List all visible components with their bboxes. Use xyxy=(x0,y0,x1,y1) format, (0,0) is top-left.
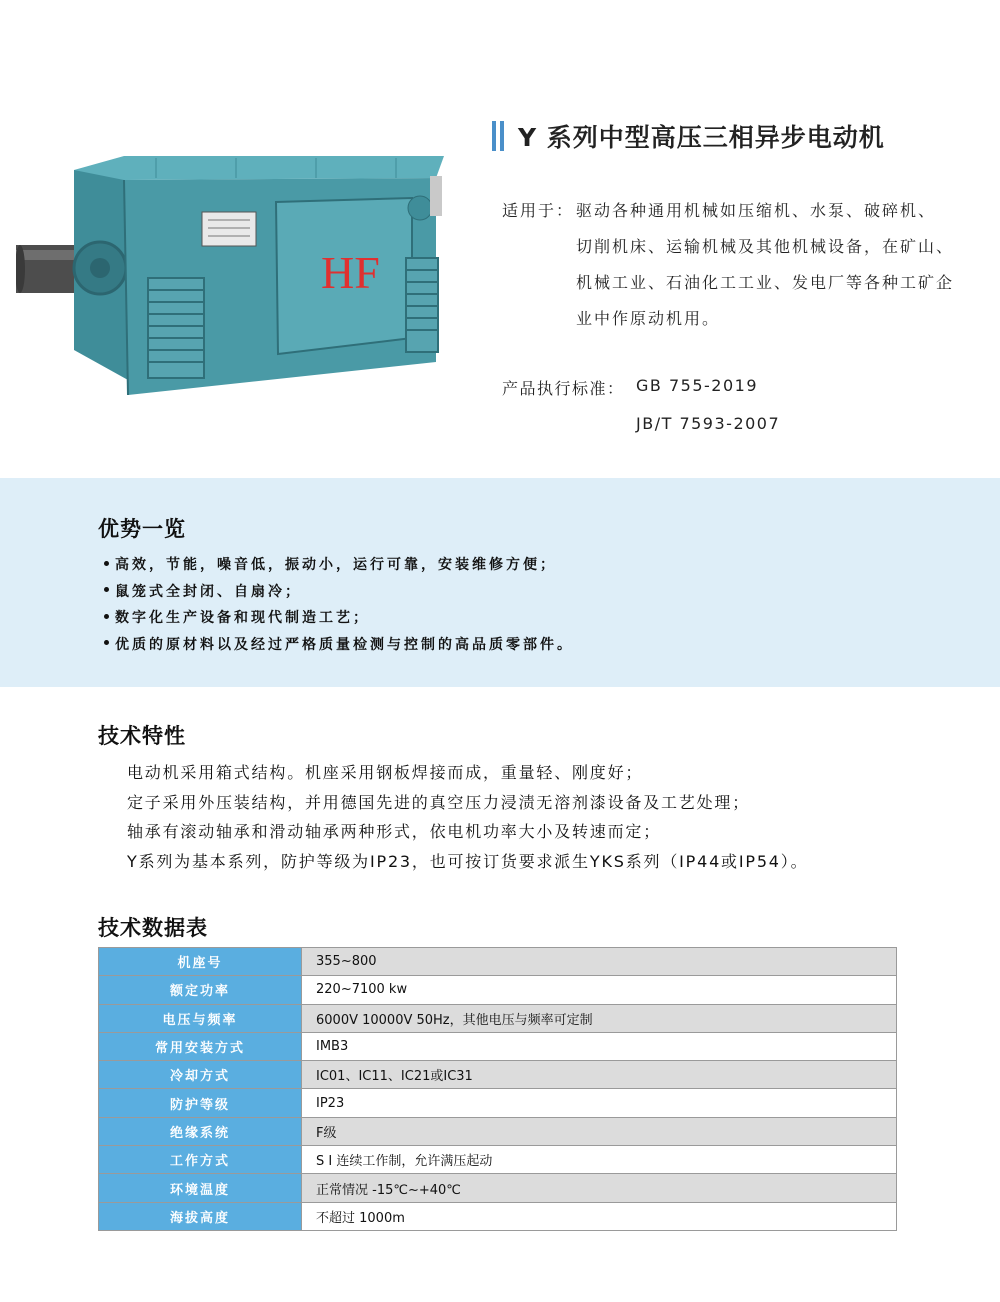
spec-value: IMB3 xyxy=(302,1032,897,1060)
usage-line: 机械工业、石油化工工业、发电厂等各种工矿企 xyxy=(576,273,955,292)
tech-features-list xyxy=(127,758,808,876)
spec-key: 机座号 xyxy=(99,948,302,976)
tech-features-heading: 技术特性 xyxy=(98,724,186,748)
spec-value: F级 xyxy=(302,1117,897,1145)
spec-key: 防护等级 xyxy=(99,1089,302,1117)
spec-value: 220~7100 kw xyxy=(302,976,897,1004)
table-row xyxy=(99,948,897,976)
table-row xyxy=(99,1202,897,1230)
advantages-section xyxy=(0,478,1000,687)
product-title-block xyxy=(492,118,885,154)
product-title: Y 系列中型高压三相异步电动机 xyxy=(518,123,885,152)
spec-key: 常用安装方式 xyxy=(99,1032,302,1060)
advantages-heading: 优势一览 xyxy=(98,517,186,541)
standard-label: 产品执行标准： xyxy=(502,379,625,398)
spec-key: 海拔高度 xyxy=(99,1202,302,1230)
standard-value: GB 755-2019 xyxy=(636,376,758,395)
usage-label: 适用于： xyxy=(502,201,575,220)
table-row xyxy=(99,1146,897,1174)
tech-feature-line: 定子采用外压装结构，并用德国先进的真空压力浸渍无溶剂漆设备及工艺处理； xyxy=(127,792,751,812)
spec-value: 6000V 10000V 50Hz，其他电压与频率可定制 xyxy=(302,1004,897,1032)
title-accent-bar xyxy=(500,121,504,151)
title-accent-bar xyxy=(492,121,496,151)
spec-value: S Ⅰ 连续工作制，允许满压起动 xyxy=(302,1146,897,1174)
list-item xyxy=(104,632,574,659)
bullet-icon xyxy=(104,614,109,619)
usage-line: 业中作原动机用。 xyxy=(576,309,721,328)
data-table-heading: 技术数据表 xyxy=(98,916,208,940)
list-item xyxy=(104,605,574,632)
usage-line: 切削机床、运输机械及其他机械设备，在矿山、 xyxy=(576,237,955,256)
spec-value: 355~800 xyxy=(302,948,897,976)
bullet-icon xyxy=(104,561,109,566)
usage-text xyxy=(576,193,954,337)
table-row xyxy=(99,1032,897,1060)
tech-feature-line: 轴承有滚动轴承和滑动轴承两种形式，依电机功率大小及转速而定； xyxy=(127,822,662,841)
standard-value: JB/T 7593-2007 xyxy=(636,414,781,433)
spec-key: 额定功率 xyxy=(99,976,302,1004)
spec-value: IP23 xyxy=(302,1089,897,1117)
spec-key: 冷却方式 xyxy=(99,1061,302,1089)
spec-key: 电压与频率 xyxy=(99,1004,302,1032)
spec-key: 绝缘系统 xyxy=(99,1117,302,1145)
table-row xyxy=(99,976,897,1004)
table-row xyxy=(99,1117,897,1145)
svg-text:HF: HF xyxy=(321,247,380,298)
spec-key: 环境温度 xyxy=(99,1174,302,1202)
advantage-text: 优质的原材料以及经过严格质量检测与控制的高品质零部件。 xyxy=(115,636,574,653)
motor-product-image xyxy=(16,150,446,410)
table-row xyxy=(99,1061,897,1089)
advantage-text: 数字化生产设备和现代制造工艺； xyxy=(115,610,370,626)
list-item xyxy=(104,579,574,606)
spec-key: 工作方式 xyxy=(99,1146,302,1174)
tech-feature-line: 电动机采用箱式结构。机座采用钢板焊接而成，重量轻、刚度好； xyxy=(127,763,644,782)
table-row xyxy=(99,1174,897,1202)
spec-table xyxy=(98,947,897,1231)
advantage-text: 高效，节能，噪音低，振动小，运行可靠，安装维修方便； xyxy=(115,557,557,573)
list-item xyxy=(104,552,574,579)
spec-value: 正常情况 -15℃~+40℃ xyxy=(302,1174,897,1202)
bullet-icon xyxy=(104,640,109,645)
usage-block xyxy=(502,193,954,337)
tech-feature-line: Y系列为基本系列，防护等级为IP23，也可按订货要求派生YKS系列（IP44或IP54）。 xyxy=(127,851,809,871)
table-row xyxy=(99,1089,897,1117)
advantages-list xyxy=(104,552,574,658)
advantage-text: 鼠笼式全封闭、自扇冷； xyxy=(115,583,302,600)
bullet-icon xyxy=(104,587,109,592)
usage-line: 驱动各种通用机械如压缩机、水泵、破碎机、 xyxy=(576,201,937,220)
spec-value: IC01、IC11、IC21或IC31 xyxy=(302,1061,897,1089)
spec-value: 不超过 1000m xyxy=(302,1202,897,1230)
table-row xyxy=(99,1004,897,1032)
